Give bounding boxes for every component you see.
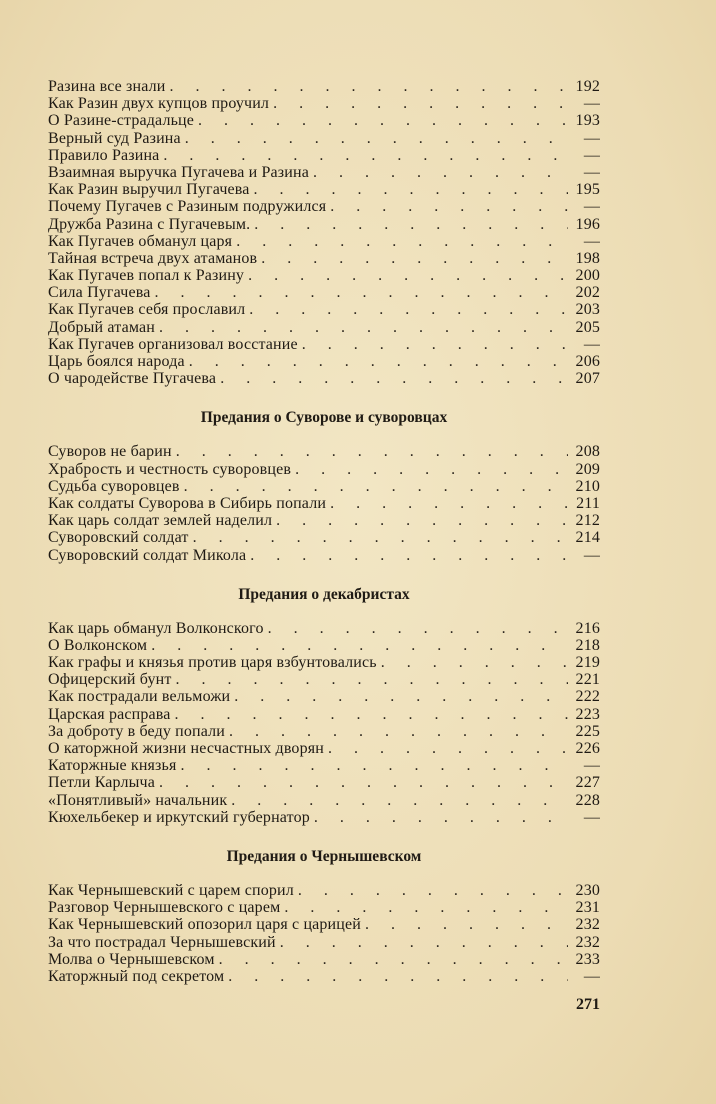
dot-leader [184, 478, 568, 495]
entry-title: Царская расправа [48, 705, 171, 723]
toc-entry [48, 233, 600, 250]
entry-title: Верный суд Разина [48, 129, 181, 147]
toc-entry [48, 723, 600, 740]
entry-page: 223 [575, 705, 600, 723]
dot-leader [189, 353, 568, 370]
table-of-contents [48, 78, 600, 985]
toc-entry [48, 512, 600, 529]
toc-entry [48, 951, 600, 968]
toc-entry [48, 688, 600, 705]
entry-title: Петли Карлыча [48, 774, 155, 792]
toc-section [48, 78, 600, 387]
entry-title: О Разине-страдальце [48, 112, 194, 130]
dot-leader [163, 147, 568, 164]
toc-entry [48, 934, 600, 951]
page-number: 271 [576, 996, 600, 1013]
entry-page: 210 [575, 477, 600, 495]
dot-leader [219, 951, 568, 968]
toc-entry [48, 478, 600, 495]
entry-title: О чародействе Пугачева [48, 370, 217, 388]
entry-page: 200 [575, 267, 600, 285]
section-heading: Предания о декабристах [238, 585, 410, 603]
entry-title: Добрый атаман [48, 318, 155, 336]
entry-page: 221 [575, 671, 600, 689]
entry-page: 207 [575, 370, 600, 388]
entry-title: Как Пугачев обманул царя [48, 232, 233, 250]
entry-page: — [583, 757, 600, 775]
toc-entry [48, 78, 600, 95]
entry-title: «Понятливый» начальник [48, 791, 228, 809]
entry-page: 193 [575, 112, 600, 130]
entry-title: О Волконском [48, 636, 148, 654]
toc-entry [48, 654, 600, 671]
entry-title: Как Разин двух купцов проучил [48, 95, 270, 113]
dot-leader [151, 637, 568, 654]
toc-entry [48, 757, 600, 774]
toc-entry [48, 774, 600, 791]
entry-title: Как графы и князья против царя взбунтовались [48, 654, 377, 672]
toc-entry [48, 637, 600, 654]
entry-page: 226 [575, 740, 600, 757]
entry-title: Царь боялся народа [48, 353, 185, 370]
entry-title: Как Пугачев попал к Разину [48, 267, 245, 285]
dot-leader [276, 512, 568, 529]
entry-page: — [583, 808, 600, 826]
dot-leader [254, 216, 568, 233]
entry-title: Офицерский бунт [48, 671, 172, 689]
dot-leader [284, 899, 568, 916]
entry-title: Как царь солдат землей наделил [48, 512, 273, 530]
entry-title: Суворовский солдат [48, 529, 189, 547]
toc-entry [48, 968, 600, 985]
entry-page: — [583, 129, 600, 147]
entry-page: 209 [575, 460, 600, 478]
entry-title: Почему Пугачев с Разиным подружился [48, 198, 327, 216]
entry-page: — [583, 967, 600, 985]
toc-entry [48, 95, 600, 112]
toc-entry [48, 370, 600, 387]
toc-entry [48, 529, 600, 546]
dot-leader [228, 968, 568, 985]
dot-leader [298, 882, 568, 899]
dot-leader [159, 319, 568, 336]
entry-title: Кюхельбекер и иркутский губернатор [48, 808, 310, 826]
section-heading: Предания о Чернышевском [226, 847, 422, 865]
dot-leader [180, 757, 568, 774]
dot-leader [273, 95, 568, 112]
entry-title: Как Чернышевский с царем спорил [48, 881, 294, 899]
entry-page: 230 [575, 881, 600, 899]
entry-title: Каторжные князья [48, 757, 177, 775]
entry-page: 196 [575, 215, 600, 233]
entry-title: Как Чернышевский опозорил царя с царицей [48, 916, 361, 934]
toc-entry [48, 301, 600, 318]
entry-page: 216 [575, 619, 600, 637]
toc-entry [48, 882, 600, 899]
entry-title: Каторжный под секретом [48, 967, 225, 985]
entry-page: 195 [575, 181, 600, 199]
entry-page: — [583, 232, 600, 250]
dot-leader [234, 688, 568, 705]
dot-leader [231, 792, 568, 809]
entry-page: 228 [575, 791, 600, 809]
toc-entry [48, 353, 600, 370]
toc-section [48, 586, 600, 826]
dot-leader [249, 301, 568, 318]
toc-entry [48, 443, 600, 460]
entry-page: 231 [575, 899, 600, 917]
entry-page: 212 [575, 512, 600, 530]
entry-title: Суворов не барин [48, 443, 172, 461]
entry-page: 208 [575, 443, 600, 461]
dot-leader [365, 916, 568, 933]
toc-entry [48, 164, 600, 181]
toc-entry [48, 671, 600, 688]
entry-page: — [583, 163, 600, 181]
dot-leader [330, 198, 568, 215]
toc-entry [48, 130, 600, 147]
dot-leader [169, 78, 568, 95]
toc-entry [48, 181, 600, 198]
entry-page: 206 [575, 353, 600, 370]
entry-title: Как царь обманул Волконского [48, 619, 264, 637]
entry-page: 232 [575, 933, 600, 951]
entry-page: 203 [575, 301, 600, 319]
entry-title: Дружба Разина с Пугачевым. [48, 215, 251, 233]
toc-entry [48, 112, 600, 129]
entry-page: — [583, 335, 600, 353]
dot-leader [295, 461, 568, 478]
dot-leader [193, 529, 568, 546]
entry-title: Как пострадали вельможи [48, 688, 231, 706]
dot-leader [250, 547, 568, 564]
entry-title: Как солдаты Суворова в Сибирь попали [48, 494, 327, 512]
dot-leader [248, 267, 568, 284]
dot-leader [261, 250, 568, 267]
toc-entry [48, 916, 600, 933]
dot-leader [280, 934, 568, 951]
dot-leader [176, 443, 568, 460]
entry-title: Храбрость и честность суворовцев [48, 460, 292, 478]
toc-entry [48, 740, 600, 757]
entry-title: Сила Пугачева [48, 284, 151, 302]
dot-leader [268, 620, 568, 637]
dot-leader [236, 233, 568, 250]
toc-entry [48, 495, 600, 512]
entry-page: — [583, 95, 600, 113]
dot-leader [220, 370, 568, 387]
entry-page: — [583, 198, 600, 216]
entry-page: 211 [576, 494, 600, 512]
entry-title: Как Пугачев организовал восстание [48, 335, 298, 353]
toc-entry [48, 547, 600, 564]
toc-entry [48, 250, 600, 267]
entry-title: Разговор Чернышевского с царем [48, 899, 281, 917]
entry-page: 225 [575, 722, 600, 740]
toc-entry [48, 706, 600, 723]
entry-page: 219 [575, 654, 600, 672]
entry-title: Взаимная выручка Пугачева и Разина [48, 163, 309, 181]
dot-leader [313, 164, 568, 181]
toc-section [48, 848, 600, 985]
entry-page: 198 [575, 249, 600, 267]
entry-title: За что пострадал Чернышевский [48, 933, 276, 951]
entry-page: 232 [575, 916, 600, 934]
entry-page: 192 [575, 78, 600, 95]
entry-page: — [583, 546, 600, 564]
entry-page: 233 [575, 950, 600, 968]
dot-leader [175, 671, 568, 688]
entry-title: За доброту в беду попали [48, 722, 225, 740]
toc-entry [48, 198, 600, 215]
entry-title: Тайная встреча двух атаманов [48, 249, 258, 267]
dot-leader [159, 774, 568, 791]
entry-page: 222 [575, 688, 600, 706]
entry-page: 227 [575, 774, 600, 792]
toc-entry [48, 284, 600, 301]
entry-page: 214 [575, 529, 600, 547]
entry-title: Правило Разина [48, 146, 160, 164]
entry-page: 205 [575, 318, 600, 336]
entry-title: Суворовский солдат Микола [48, 546, 247, 564]
entry-page: — [583, 146, 600, 164]
entry-page: 218 [575, 636, 600, 654]
dot-leader [185, 130, 568, 147]
toc-entry [48, 319, 600, 336]
dot-leader [314, 809, 568, 826]
dot-leader [154, 284, 568, 301]
dot-leader [381, 654, 568, 671]
section-heading: Предания о Суворове и суворовцах [200, 409, 448, 427]
dot-leader [330, 495, 568, 512]
dot-leader [328, 740, 568, 757]
dot-leader [229, 723, 568, 740]
toc-entry [48, 620, 600, 637]
entry-title: О каторжной жизни несчастных дворян [48, 740, 324, 757]
dot-leader [302, 336, 568, 353]
toc-entry [48, 147, 600, 164]
toc-entry [48, 267, 600, 284]
toc-section [48, 409, 600, 563]
toc-entry [48, 216, 600, 233]
entry-title: Судьба суворовцев [48, 477, 180, 495]
dot-leader [254, 181, 568, 198]
toc-entry [48, 899, 600, 916]
entry-page: 202 [575, 284, 600, 302]
toc-entry [48, 792, 600, 809]
dot-leader [174, 706, 568, 723]
toc-entry [48, 809, 600, 826]
entry-title: Как Пугачев себя прославил [48, 301, 246, 319]
entry-title: Молва о Чернышевском [48, 950, 215, 968]
toc-entry [48, 461, 600, 478]
entry-title: Как Разин выручил Пугачева [48, 181, 250, 199]
dot-leader [198, 112, 568, 129]
toc-entry [48, 336, 600, 353]
entry-title: Разина все знали [48, 78, 166, 95]
